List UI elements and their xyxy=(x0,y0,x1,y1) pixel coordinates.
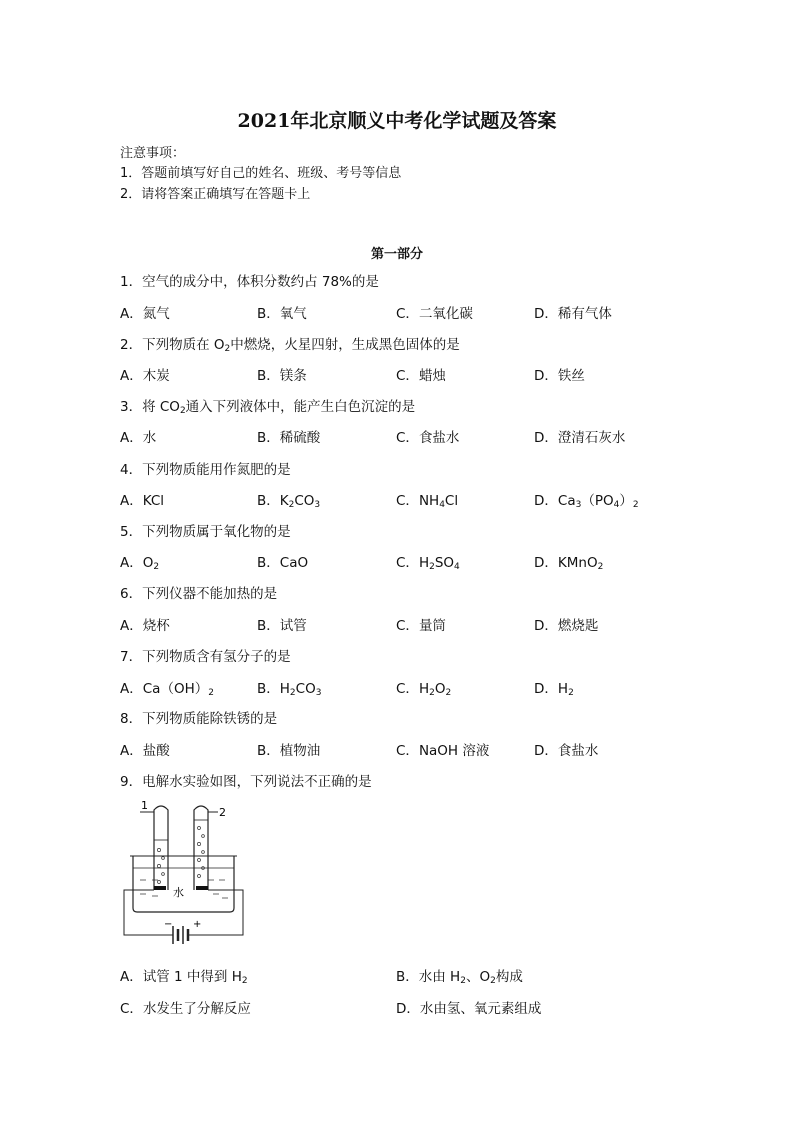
subscript: 2 xyxy=(289,688,296,698)
question-stem-4 xyxy=(120,458,291,478)
notes-heading: 注意事项： xyxy=(120,146,186,161)
subscript: 4 xyxy=(454,562,460,572)
text-run: 盐酸 xyxy=(142,743,170,759)
text-run: SO xyxy=(434,555,455,571)
option-text xyxy=(558,430,626,446)
battery-minus-label: − xyxy=(164,919,173,930)
option-9-d xyxy=(396,997,541,1017)
text-run: 澄清石灰水 xyxy=(557,430,626,446)
note-line-2: 2．请将答案正确填写在答题卡上 xyxy=(120,187,311,202)
option-text xyxy=(280,306,307,322)
exam-title: 2021年北京顺义中考化学试题及答案 xyxy=(237,110,557,132)
option-3-b xyxy=(257,426,320,446)
question-stem-7 xyxy=(120,645,291,665)
option-label: B． xyxy=(257,430,280,446)
option-text xyxy=(143,306,170,322)
option-9-b xyxy=(396,965,523,985)
subscript: 2 xyxy=(241,976,248,986)
text-run: H xyxy=(418,681,430,697)
option-7-b xyxy=(257,677,321,697)
question-stem-1 xyxy=(120,270,379,290)
option-text xyxy=(143,555,159,571)
option-label: A． xyxy=(120,681,143,697)
option-1-c xyxy=(396,302,473,322)
option-7-a xyxy=(120,677,214,697)
option-text xyxy=(420,1001,542,1017)
battery xyxy=(173,926,190,944)
option-label: C． xyxy=(396,743,419,759)
option-label: B． xyxy=(396,969,419,985)
text-run: Ca xyxy=(557,493,576,509)
question-stem-2 xyxy=(120,333,460,354)
option-text xyxy=(558,306,612,322)
text-run: 试管 1 中得到 H xyxy=(142,969,242,985)
option-text xyxy=(143,969,248,985)
option-4-b xyxy=(257,489,320,509)
subscript: 4 xyxy=(439,500,445,510)
subscript: 2 xyxy=(224,344,231,354)
text-run: 植物油 xyxy=(279,743,321,759)
option-label: B． xyxy=(257,555,280,571)
option-text xyxy=(419,969,523,985)
option-text xyxy=(143,743,170,759)
option-2-a xyxy=(120,364,170,384)
option-9-a xyxy=(120,965,248,985)
option-text xyxy=(280,555,308,571)
subscript: 2 xyxy=(208,688,214,698)
text-run: 3．将 CO xyxy=(120,399,180,415)
battery-plus-label: + xyxy=(193,919,202,930)
text-run: 蜡烛 xyxy=(418,368,446,384)
text-run: 镁条 xyxy=(279,368,307,384)
option-label: C． xyxy=(396,618,419,634)
option-4-a xyxy=(120,489,164,509)
option-text xyxy=(280,681,322,697)
option-text xyxy=(143,618,170,634)
option-label: C． xyxy=(396,430,419,446)
option-label: B． xyxy=(257,306,280,322)
option-text xyxy=(419,555,460,571)
test-tube-2 xyxy=(194,806,208,890)
text-run: 4．下列物质能用作氮肥的是 xyxy=(120,462,291,478)
option-label: A． xyxy=(120,493,143,509)
text-run: 二氧化碳 xyxy=(418,306,473,322)
question-stem-5 xyxy=(120,520,291,540)
option-5-d xyxy=(534,551,603,571)
subscript: 2 xyxy=(460,976,466,986)
text-run: KMnO xyxy=(557,555,598,571)
option-text xyxy=(419,681,451,697)
option-4-c xyxy=(396,489,458,509)
subscript: 2 xyxy=(153,562,160,572)
option-text xyxy=(143,430,157,446)
question-stem-6 xyxy=(120,582,277,602)
text-run: NaOH 溶液 xyxy=(418,743,490,759)
text-run: 6．下列仪器不能加热的是 xyxy=(120,586,278,602)
text-run: 食盐水 xyxy=(557,743,599,759)
text-run: 通入下列液体中，能产生白色沉淀的是 xyxy=(185,399,416,415)
option-text xyxy=(143,368,170,384)
option-label: B． xyxy=(257,681,280,697)
option-8-d xyxy=(534,739,598,759)
option-1-b xyxy=(257,302,307,322)
option-3-a xyxy=(120,426,156,446)
option-label: B． xyxy=(257,493,280,509)
option-text xyxy=(558,618,599,634)
option-label: B． xyxy=(257,368,280,384)
text-run: 水由氢、氧元素组成 xyxy=(419,1001,542,1017)
option-label: C． xyxy=(396,306,419,322)
tube-1-label: 1 xyxy=(141,799,148,812)
text-run: H xyxy=(279,681,290,697)
option-text xyxy=(143,1001,251,1017)
option-text xyxy=(143,681,214,697)
water-texture xyxy=(140,880,228,898)
text-run: 水发生了分解反应 xyxy=(142,1001,251,1017)
option-text xyxy=(419,618,446,634)
subscript: 2 xyxy=(429,562,435,572)
option-label: A． xyxy=(120,743,143,759)
text-run: Ca（OH） xyxy=(142,681,209,697)
text-run: 试管 xyxy=(279,618,307,634)
option-9-c xyxy=(120,997,251,1017)
text-run: 构成 xyxy=(495,969,523,985)
subscript: 3 xyxy=(575,500,582,510)
option-text xyxy=(280,493,320,509)
option-text xyxy=(558,493,639,509)
option-5-c xyxy=(396,551,460,571)
subscript: 2 xyxy=(632,500,639,510)
text-run: 水 xyxy=(142,430,157,446)
text-run: 稀有气体 xyxy=(557,306,612,322)
option-label: B． xyxy=(257,743,280,759)
option-label: D． xyxy=(534,493,558,509)
subscript: 2 xyxy=(490,976,496,986)
option-text xyxy=(280,618,307,634)
option-label: A． xyxy=(120,368,143,384)
text-run: K xyxy=(279,493,289,509)
option-text xyxy=(558,555,603,571)
text-run: CaO xyxy=(279,555,309,571)
option-label: B． xyxy=(257,618,280,634)
option-label: D． xyxy=(534,306,558,322)
option-text xyxy=(558,368,585,384)
option-label: A． xyxy=(120,430,143,446)
option-2-d xyxy=(534,364,585,384)
subscript: 2 xyxy=(288,500,295,510)
tube-2-bubbles xyxy=(197,827,204,878)
text-run: Cl xyxy=(444,493,459,509)
text-run: 燃烧匙 xyxy=(557,618,599,634)
text-run: 2．下列物质在 O xyxy=(120,337,225,353)
text-run: 7．下列物质含有氢分子的是 xyxy=(120,649,291,665)
option-label: D． xyxy=(534,368,558,384)
option-6-d xyxy=(534,614,598,634)
text-run: 稀硫酸 xyxy=(279,430,321,446)
option-7-c xyxy=(396,677,451,697)
option-label: A． xyxy=(120,306,143,322)
option-text xyxy=(419,430,460,446)
option-label: C． xyxy=(120,1001,143,1017)
test-tube-1 xyxy=(154,806,168,890)
option-8-b xyxy=(257,739,320,759)
option-label: A． xyxy=(120,555,143,571)
text-run: 木炭 xyxy=(142,368,170,384)
text-run: O xyxy=(142,555,154,571)
option-6-b xyxy=(257,614,307,634)
text-run: 食盐水 xyxy=(418,430,460,446)
option-label: D． xyxy=(534,430,558,446)
subscript: 3 xyxy=(315,688,322,698)
text-run: 氧气 xyxy=(279,306,307,322)
water-trough xyxy=(133,856,234,912)
section-title: 第一部分 xyxy=(370,247,423,262)
option-label: D． xyxy=(534,743,558,759)
subscript: 2 xyxy=(179,406,186,416)
text-run: 1．空气的成分中，体积分数约占 78%的是 xyxy=(120,274,379,290)
option-3-d xyxy=(534,426,625,446)
option-4-d xyxy=(534,489,639,509)
option-label: C． xyxy=(396,681,419,697)
text-run: 烧杯 xyxy=(142,618,170,634)
text-run: H xyxy=(418,555,430,571)
text-run: 、O xyxy=(465,969,491,985)
text-run: KCl xyxy=(142,493,165,509)
text-run: 氮气 xyxy=(142,306,170,322)
option-label: D． xyxy=(534,618,558,634)
question-stem-3 xyxy=(120,395,415,416)
option-8-c xyxy=(396,739,489,759)
option-5-b xyxy=(257,551,308,571)
question-stem-8 xyxy=(120,707,277,727)
subscript: 4 xyxy=(613,500,620,510)
option-label: A． xyxy=(120,969,143,985)
subscript: 2 xyxy=(568,688,574,698)
subscript: 2 xyxy=(445,688,452,698)
option-label: C． xyxy=(396,368,419,384)
option-2-b xyxy=(257,364,307,384)
option-6-a xyxy=(120,614,170,634)
option-text xyxy=(143,493,164,509)
water-label: 水 xyxy=(173,886,184,899)
option-1-d xyxy=(534,302,612,322)
option-text xyxy=(419,743,489,759)
text-run: ） xyxy=(619,493,633,509)
text-run: H xyxy=(557,681,569,697)
option-text xyxy=(419,493,458,509)
tube-1-bubbles xyxy=(157,848,164,883)
option-label: D． xyxy=(534,555,558,571)
text-run: CO xyxy=(294,493,315,509)
text-run: 中燃烧，火星四射，生成黑色固体的是 xyxy=(230,337,460,353)
option-5-a xyxy=(120,551,159,571)
text-run: 铁丝 xyxy=(557,368,585,384)
text-run: NH xyxy=(418,493,440,509)
option-2-c xyxy=(396,364,446,384)
subscript: 2 xyxy=(597,562,604,572)
option-text xyxy=(419,368,446,384)
tube-2-label: 2 xyxy=(219,806,226,819)
electrode-left xyxy=(154,886,166,890)
option-6-c xyxy=(396,614,446,634)
option-text xyxy=(280,368,307,384)
option-label: C． xyxy=(396,493,419,509)
option-3-c xyxy=(396,426,459,446)
text-run: （PO xyxy=(581,493,614,509)
option-text xyxy=(558,743,599,759)
text-run: 5．下列物质属于氧化物的是 xyxy=(120,524,291,540)
option-1-a xyxy=(120,302,170,322)
option-7-d xyxy=(534,677,574,697)
text-run: 量筒 xyxy=(418,618,446,634)
text-run: CO xyxy=(295,681,316,697)
option-label: D． xyxy=(396,1001,420,1017)
option-8-a xyxy=(120,739,170,759)
option-text xyxy=(280,743,321,759)
text-run: 9．电解水实验如图，下列说法不正确的是 xyxy=(120,774,372,790)
option-text xyxy=(419,306,473,322)
text-run: 水由 H xyxy=(418,969,461,985)
option-label: A． xyxy=(120,618,143,634)
option-label: C． xyxy=(396,555,419,571)
text-run: O xyxy=(434,681,446,697)
option-label: D． xyxy=(534,681,558,697)
question-stem-9 xyxy=(120,770,372,790)
text-run: 8．下列物质能除铁锈的是 xyxy=(120,711,278,727)
option-text xyxy=(280,430,321,446)
electrolysis-figure xyxy=(118,798,250,950)
option-text xyxy=(558,681,574,697)
electrode-right xyxy=(196,886,208,890)
subscript: 3 xyxy=(314,500,321,510)
subscript: 2 xyxy=(429,688,435,698)
note-line-1: 1．答题前填写好自己的姓名、班级、考号等信息 xyxy=(120,166,402,181)
